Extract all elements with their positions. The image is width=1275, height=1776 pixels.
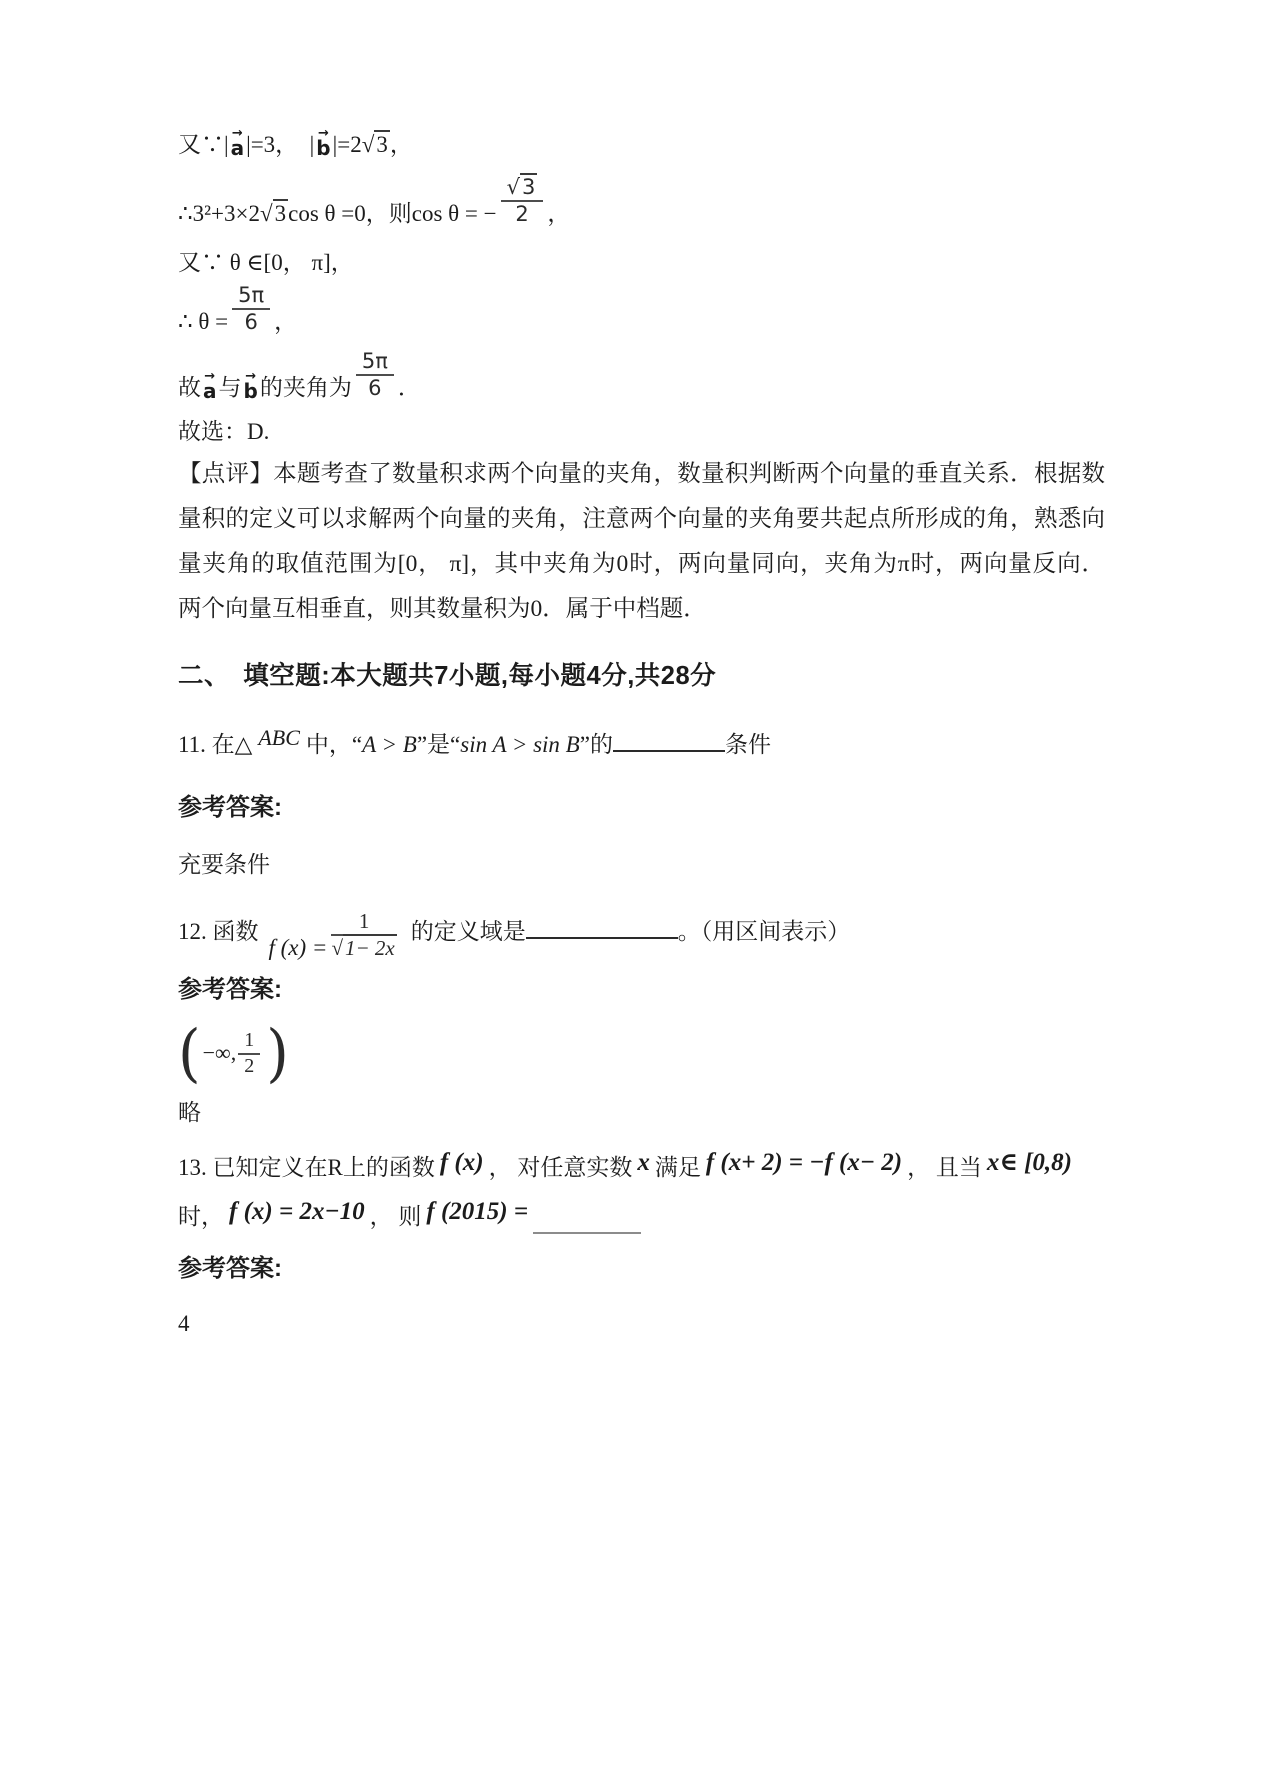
reference-answer-text: 参考答案: — [178, 976, 282, 1004]
radicand: 1− 2x — [344, 936, 395, 961]
sqrt-3 — [507, 173, 538, 199]
vector-a-letter: → a — [230, 136, 245, 160]
comment-line: 量夹角的取值范围为[0， π]，其中夹角为0时，两向量同向，夹角为π时，两向量反向． — [178, 551, 1105, 578]
fraction-numerator: 5π — [356, 349, 394, 376]
text-segment: ， 则 — [369, 1204, 422, 1230]
text-segment: 与 — [218, 375, 242, 401]
sqrt-1-minus-2x — [331, 934, 396, 960]
fraction-1-over-sqrt — [331, 909, 396, 959]
document-page — [0, 126, 1275, 1337]
fraction-sqrt3-over-2 — [501, 175, 544, 225]
text-segment: ． — [397, 375, 421, 401]
text-segment: |=2 — [332, 132, 362, 157]
sqrt-3 — [260, 199, 288, 226]
math-fx-equals: f (x) = — [268, 935, 328, 961]
vector-b-letter: → b — [316, 136, 331, 160]
neg-infinity: −∞, — [202, 1040, 237, 1066]
math-x: x — [637, 1149, 650, 1177]
text-segment: 时， — [178, 1204, 224, 1230]
question-12 — [178, 909, 1105, 961]
radicand: 3 — [274, 201, 287, 227]
radicand: 3 — [522, 175, 536, 199]
text-segment: 12. 函数 — [178, 919, 259, 945]
text-segment: ， — [389, 132, 413, 157]
fraction-numerator — [501, 175, 544, 202]
text-segment: ， 对任意实数 — [488, 1155, 633, 1181]
document-body — [0, 126, 1275, 1776]
answer-blank-line — [613, 727, 725, 752]
reference-answer-label — [178, 787, 1105, 822]
fraction-denominator: 6 — [368, 376, 382, 401]
text-segment: 中，“ — [305, 732, 363, 758]
text-segment: 的定义域是 — [410, 919, 526, 945]
reference-answer-label — [178, 1248, 1105, 1283]
reference-answer-text: 参考答案: — [178, 1255, 282, 1283]
math-fx: f (x) — [439, 1149, 484, 1177]
answer-12-interval — [178, 1016, 289, 1090]
question-13-line-2 — [178, 1198, 1105, 1234]
answer-12-note — [178, 1094, 1105, 1127]
text-segment: ∴ θ = — [178, 309, 229, 335]
text-segment: 。（用区间表示） — [677, 919, 851, 945]
solution-line-2 — [178, 175, 1105, 228]
text-segment: |=3， | — [246, 132, 315, 157]
fraction-numerator: 1 — [238, 1029, 260, 1055]
fraction-denominator: 6 — [244, 310, 258, 335]
radicand: 3 — [376, 132, 388, 157]
text-segment: 11. 在△ — [178, 732, 253, 758]
comment-line: 量积的定义可以求解两个向量的夹角，注意两个向量的夹角要共起点所形成的角，熟悉向 — [178, 506, 1105, 533]
text-segment: ”的 — [579, 732, 613, 758]
fraction-1-over-2 — [238, 1029, 260, 1077]
reference-answer-label — [178, 969, 1105, 1004]
fraction-denominator — [331, 936, 396, 959]
comment-paragraph — [178, 452, 1105, 632]
solution-line-3 — [178, 244, 1105, 277]
vector-b — [316, 129, 330, 158]
question-13-line-1 — [178, 1149, 1105, 1182]
math-A-gt-B: A > B — [362, 732, 417, 758]
vector-a — [203, 372, 217, 404]
answer-11 — [178, 846, 1105, 879]
math-sinA-gt-sinB: sin A > sin B — [460, 732, 580, 758]
text-segment: ， 且当 — [907, 1155, 982, 1181]
solution-line-4 — [178, 283, 1105, 336]
text-segment: 故 — [178, 375, 201, 401]
comment-line: 两个向量互相垂直，则其数量积为0．属于中档题． — [178, 596, 707, 623]
answer-blank-line — [526, 914, 678, 939]
interval-content — [203, 1029, 265, 1077]
answer-11-text: 充要条件 — [178, 852, 270, 878]
text-segment: 13. 已知定义在R上的函数 — [178, 1155, 435, 1181]
open-paren: ( — [178, 1016, 201, 1090]
section-heading — [178, 656, 1105, 692]
answer-13 — [178, 1311, 1105, 1337]
note-text: 略 — [178, 1100, 201, 1126]
text-segment: ， — [274, 309, 298, 335]
answer-blank-line — [533, 1209, 641, 1234]
sqrt-3 — [362, 130, 390, 157]
text-segment: 条件 — [724, 732, 771, 758]
vector-b-letter: → b — [243, 379, 258, 404]
math-f2015: f (2015) = — [426, 1198, 529, 1226]
fraction-5pi-over-6 — [232, 283, 270, 333]
reference-answer-text: 参考答案: — [178, 794, 282, 822]
math-x-in-interval: x∈ [0,8) — [986, 1149, 1072, 1177]
section-heading-text: 二、 填空题:本大题共7小题,每小题4分,共28分 — [178, 662, 717, 691]
text-segment: ， — [547, 201, 571, 227]
vector-a-letter: → a — [203, 379, 217, 404]
math-ABC: ABC — [258, 725, 300, 751]
text-segment: 的夹角为 — [259, 375, 352, 401]
fraction-5pi-over-6 — [356, 349, 394, 399]
math-functional-equation: f (x+ 2) = −f (x− 2) — [705, 1149, 903, 1177]
close-paren: ) — [266, 1016, 289, 1090]
text-segment: ”是“ — [416, 732, 461, 758]
fraction-denominator: 2 — [515, 202, 529, 227]
solution-line-5 — [178, 349, 1105, 402]
solution-line-1 — [178, 126, 1105, 159]
math-fx-2x-minus-10: f (x) = 2x−10 — [229, 1198, 365, 1226]
text-segment: 故选：D. — [178, 419, 270, 445]
text-segment: 又∵ θ ∈[0， π]， — [178, 250, 354, 276]
fraction-numerator: 1 — [331, 909, 396, 936]
vector-b — [243, 372, 258, 404]
fraction-denominator: 2 — [244, 1055, 255, 1078]
fraction-numerator: 5π — [232, 283, 270, 310]
comment-line: 【点评】本题考查了数量积求两个向量的夹角，数量积判断两个向量的垂直关系．根据数 — [178, 461, 1105, 488]
answer-13-text: 4 — [178, 1311, 190, 1337]
vector-a — [231, 129, 245, 158]
question-11 — [178, 726, 1105, 759]
solution-conclusion — [178, 413, 1105, 446]
text-segment: 又∵| — [178, 132, 229, 157]
text-segment: ∴3²+3×2 — [178, 201, 260, 227]
q12-formula — [269, 909, 401, 961]
text-segment: 满足 — [654, 1155, 701, 1181]
text-segment: cos θ =0，则cos θ = − — [288, 201, 497, 227]
